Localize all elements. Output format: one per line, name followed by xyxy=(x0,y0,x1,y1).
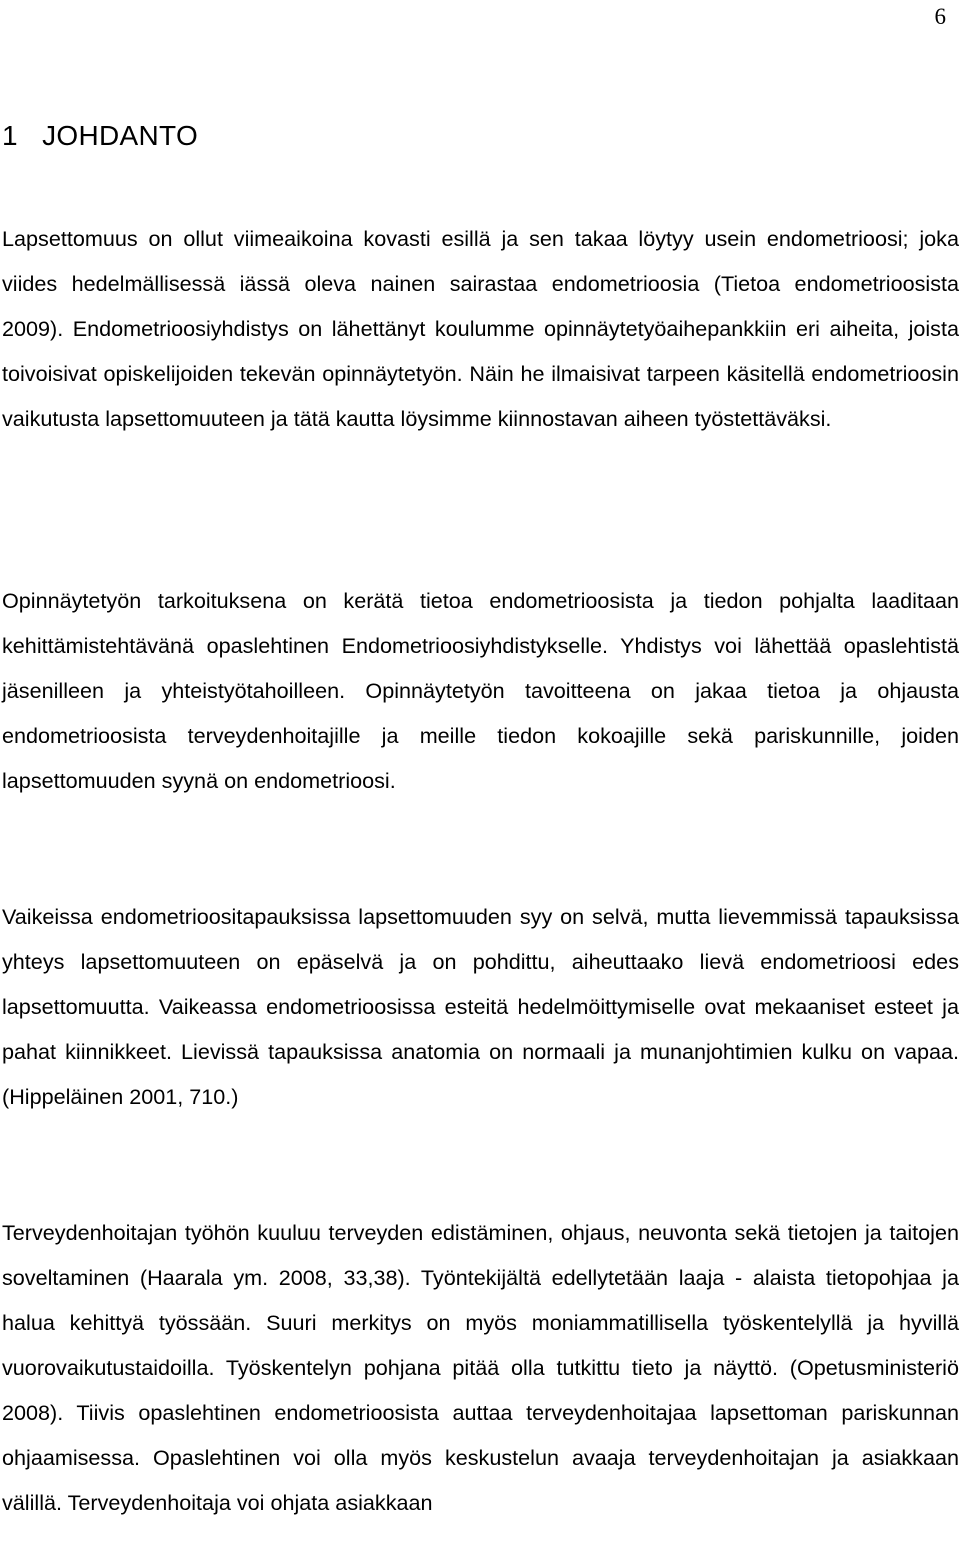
paragraph-infertility-background: Lapsettomuus on ollut viimeaikoina kovasti esillä ja sen takaa löytyy usein endometrioosi; joka viides hedelmällisessä iässä oleva nainen sairastaa endometrioosia (Tietoa endometrioosista 2009). Endometrioosiyhdistys on lähettänyt koulumme opinnäytetyöaihepankkiin eri aiheita, joista toivoisivat opiskelijoiden tekevän opinnäytetyön. Näin he ilmaisivat tarpeen käsitellä endometrioosin vaikutusta lapsettomuuteen ja tätä kautta löysimme kiinnostavan aiheen työstettäväksi. xyxy=(2,226,959,431)
chapter-title: JOHDANTO xyxy=(42,120,199,151)
chapter-number: 1 xyxy=(2,120,18,151)
paragraph-nurse-role: Terveydenhoitajan työhön kuuluu terveyden edistäminen, ohjaus, neuvonta sekä tietojen ja taitojen soveltaminen (Haarala ym. 2008, 33,38). Työntekijältä edellytetään laaja - alaista tietopohjaa ja halua kehittyä työssään. Suuri merkitys on myös moniammatillisella työskentelyllä ja hyvillä vuorovaikutustaidoilla. Työskentelyn pohjana pitää olla tutkittu tieto ja näyttö. (Opetusministeriö 2008). Tiivis opaslehtinen endometrioosista auttaa terveydenhoitajaa lapsettoman pariskunnan ohjaamisessa. Opaslehtinen voi olla myös keskustelun avaaja terveydenhoitajan ja asiakkaan välillä. Terveydenhoitaja voi ohjata asiakkaan xyxy=(2,1220,959,1515)
paragraph-severity-cases: Vaikeissa endometrioositapauksissa lapsettomuuden syy on selvä, mutta lievemmissä tapauksissa yhteys lapsettomuuteen on epäselvä ja on pohdittu, aiheuttaako lievä endometrioosi edes lapsettomuutta. Vaikeassa endometrioosissa esteitä hedelmöittymiselle ovat mekaaniset esteet ja pahat kiinnikkeet. Lievissä tapauksissa anatomia on normaali ja munanjohtimien kulku on vapaa. (Hippeläinen 2001, 710.) xyxy=(2,904,959,1109)
page-number: 6 xyxy=(934,4,946,29)
paragraph-thesis-purpose: Opinnäytetyön tarkoituksena on kerätä tietoa endometrioosista ja tiedon pohjalta laaditaan kehittämistehtävänä opaslehtinen Endometrioosiyhdistykselle. Yhdistys voi lähettää opaslehtistä jäsenilleen ja yhteistyötahoilleen. Opinnäytetyön tavoitteena on jakaa tietoa ja ohjausta endometrioosista terveydenhoitajille ja meille tiedon kokoajille sekä pariskunnille, joiden lapsettomuuden syynä on endometrioosi. xyxy=(2,588,959,793)
chapter-heading xyxy=(2,116,198,156)
